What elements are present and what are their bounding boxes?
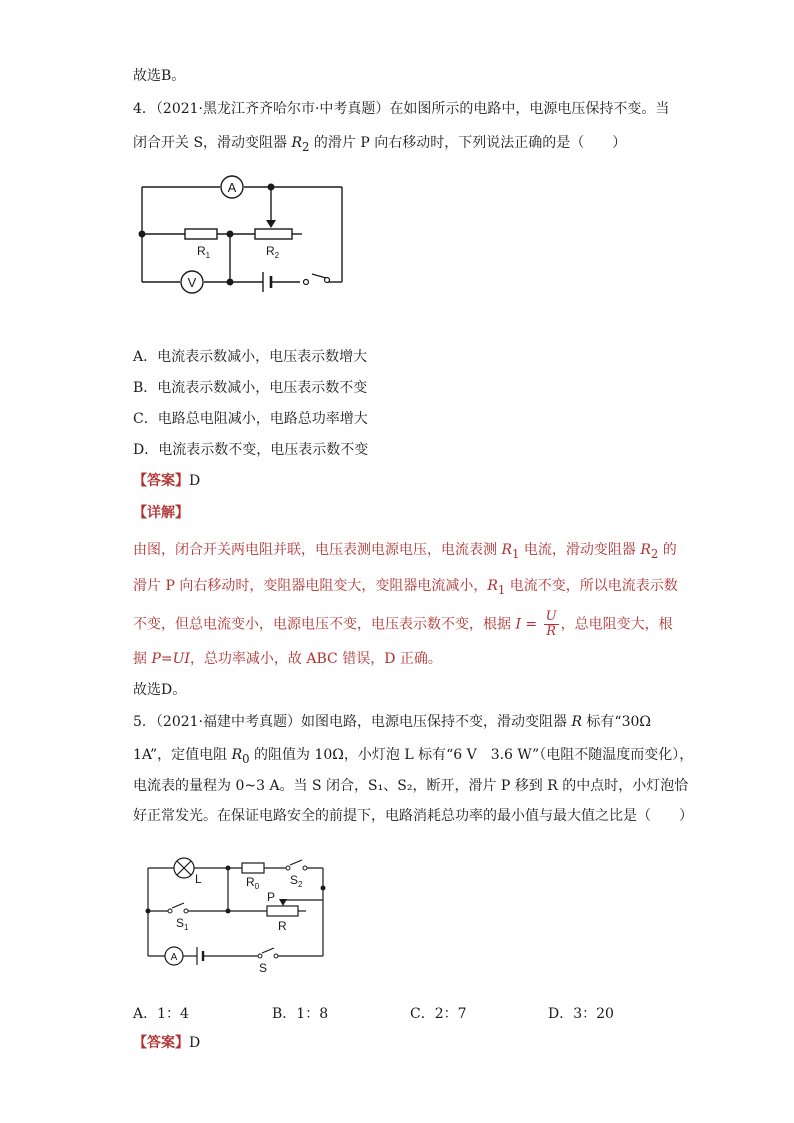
switch-s1-contact-icon xyxy=(168,909,172,913)
junction-dot xyxy=(227,231,234,238)
resistor-r1-icon xyxy=(185,229,217,239)
junction-dot xyxy=(226,909,231,914)
r2-label: $R_2$ xyxy=(266,244,280,260)
slider-arrow-icon xyxy=(279,899,287,906)
junction-dot xyxy=(227,279,234,286)
q4-option-c: C．电路总电阻减小，电路总功率增大 xyxy=(133,411,368,427)
switch-contact-icon xyxy=(325,278,330,283)
junction-dot xyxy=(139,231,146,238)
lamp-label: L xyxy=(195,872,202,886)
ammeter-label: A xyxy=(227,180,237,195)
q4-stem-line1: 4．（2021·黑龙江齐齐哈尔市·中考真题）在如图所示的电路中，电源电压保持不变。当 xyxy=(133,101,670,117)
q4-detail-line2: 滑片 P 向右移动时，变阻器电阻变大，变阻器电流减小，$R_1$ 电流不变，所以电流表示数 xyxy=(133,578,678,597)
switch-s-contact-icon xyxy=(258,954,262,958)
ammeter-label: A xyxy=(170,952,178,963)
s-label: S xyxy=(259,961,268,975)
r0-label: $R_0$ xyxy=(246,875,260,891)
q4-option-d: D．电流表示数不变，电压表示数不变 xyxy=(133,442,369,458)
q5-stem-line2: 1A”，定值电阻 $R_0$ 的阻值为 10Ω，小灯泡 L 标有“6 V 3.6 W”（电阻不随温度而变化）， xyxy=(133,747,694,766)
q5-option-d: D．3：20 xyxy=(548,1006,614,1022)
rheostat-r-icon xyxy=(267,906,298,916)
q5-circuit-diagram xyxy=(140,848,340,978)
junction-dot xyxy=(146,909,151,914)
q4-detail-line4: 据 P=UI，总功率减小，故 ABC 错误，D 正确。 xyxy=(133,651,442,667)
s1-label: $S_1$ xyxy=(176,916,189,932)
r-label: R xyxy=(278,919,287,933)
s2-label: $S_2$ xyxy=(290,873,303,889)
junction-dot xyxy=(226,866,231,871)
q5-option-b: B．1：8 xyxy=(272,1006,329,1022)
switch-s1-contact-icon xyxy=(184,909,188,913)
q5-option-c: C．2：7 xyxy=(410,1006,467,1022)
q4-option-b: B．电流表示数减小，电压表示数不变 xyxy=(133,380,368,396)
q4-detail-tag: 【详解】 xyxy=(133,505,189,521)
voltmeter-label: V xyxy=(187,275,197,290)
q5-stem-line1: 5．（2021·福建中考真题）如图电路，电源电压保持不变，滑动变阻器 R 标有“30Ω xyxy=(133,714,652,730)
q4-detail-line3: 不变，但总电流变小，电源电压不变，电压表示数不变，根据 I = $\frac{U}{R}$ ，总电阻变大，根 xyxy=(133,609,673,639)
switch-s2-contact-icon xyxy=(303,866,307,870)
r1-label: $R_1$ xyxy=(197,244,211,260)
switch-s-contact-icon xyxy=(274,954,278,958)
previous-conclusion: 故选B。 xyxy=(133,68,186,84)
q4-circuit-diagram xyxy=(130,170,360,300)
rheostat-r2-icon xyxy=(255,229,292,239)
q5-option-a: A．1：4 xyxy=(133,1006,189,1022)
battery-icon xyxy=(263,272,271,292)
q5-answer: 【答案】D xyxy=(133,1035,201,1051)
battery-icon xyxy=(197,947,203,965)
q4-option-a: A．电流表示数减小，电压表示数增大 xyxy=(133,349,368,365)
formula-fraction: $\frac{U}{R}$ xyxy=(545,609,557,639)
p-label: P xyxy=(267,890,276,904)
q5-stem-line3: 电流表的量程为 0~3 A。当 S 闭合，S₁、S₂，断开，滑片 P 移到 R 的中点时，小灯泡恰 xyxy=(133,778,689,794)
slider-arrow-icon xyxy=(266,220,276,228)
q4-stem-line2: 闭合开关 S，滑动变阻器 $R_2$ 的滑片 P 向右移动时，下列说法正确的是（ ） xyxy=(133,135,627,154)
switch-s2-contact-icon xyxy=(286,866,290,870)
resistor-r0-icon xyxy=(242,863,264,873)
q5-stem-line4: 好正常发光。在保证电路安全的前提下，电路消耗总功率的最小值与最大值之比是（ ） xyxy=(133,808,693,824)
q4-conclusion: 故选D。 xyxy=(133,682,187,698)
q4-detail-line1: 由图，闭合开关两电阻并联，电压表测电源电压，电流表测 $R_1$ 电流，滑动变阻器 $R_2$ 的 xyxy=(133,542,677,561)
q4-answer: 【答案】D xyxy=(133,473,201,489)
switch-contact-icon xyxy=(304,280,309,285)
junction-dot xyxy=(268,184,275,191)
junction-dot xyxy=(321,886,326,891)
